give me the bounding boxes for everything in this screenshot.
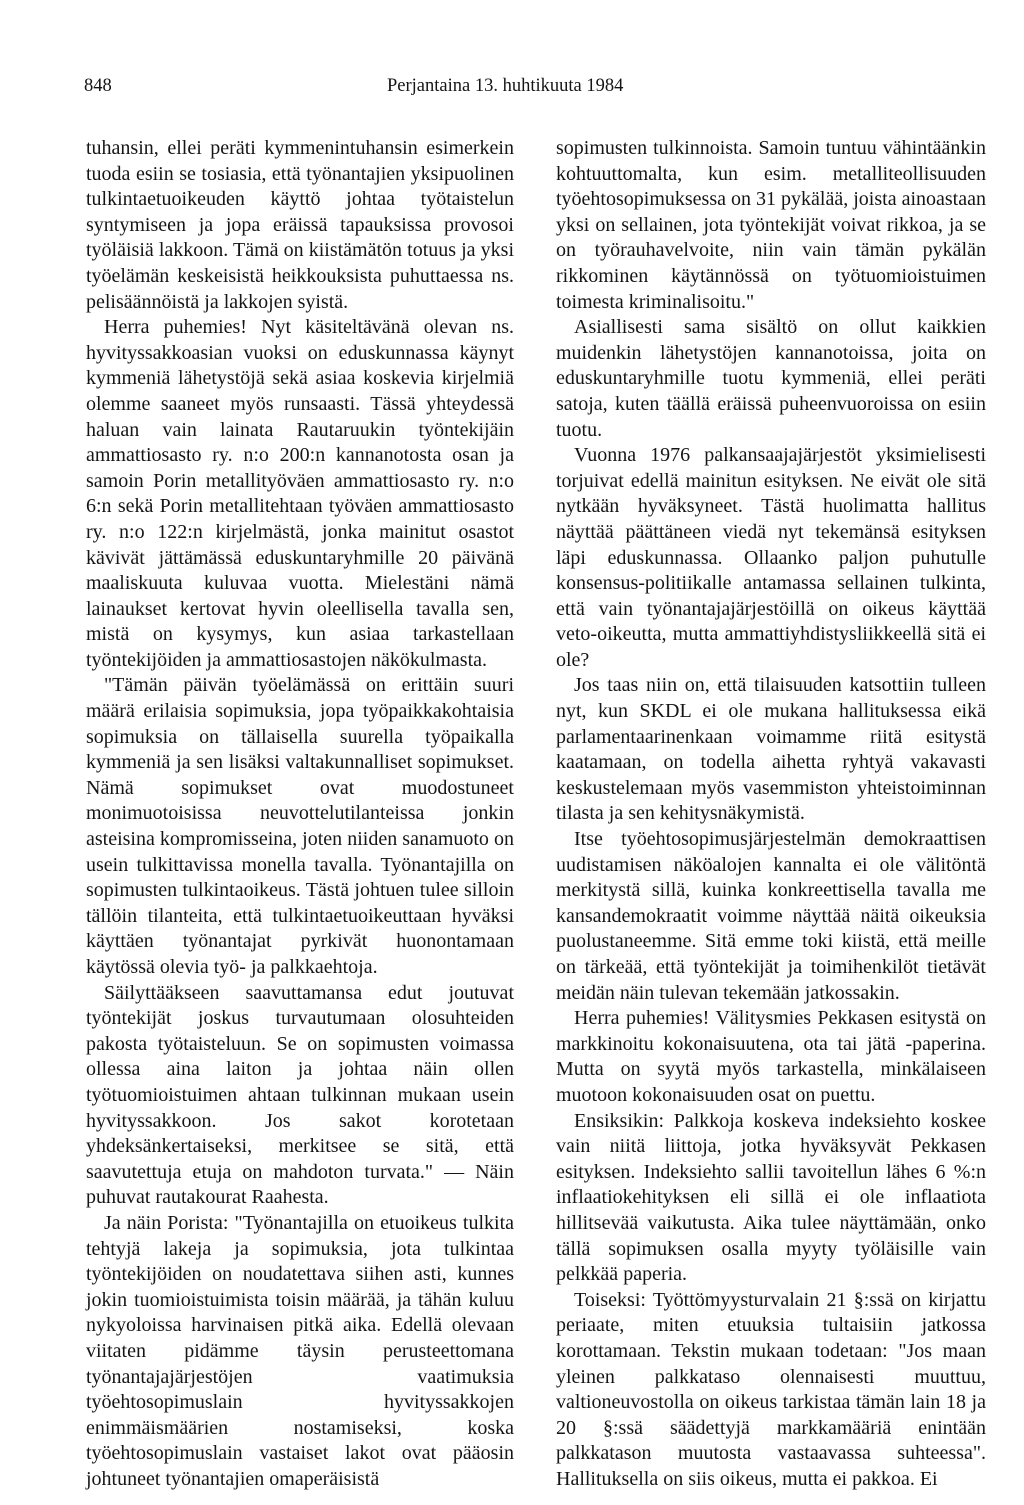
paragraph: Säilyttääkseen saavuttamansa edut joutuvat työntekijät joskus turvautumaan olosuhteiden pakosta työtaisteluun. Se on sopimusten voimassa ollessa aina laiton ja johtaa näin ollen työtuomioistuimen ahtaan tulkinnan mukaan usein hyvityssakkoon. Jos sakot korotetaan yhdeksänkertaiseksi, merkitsee se sitä, että saavutettuja etuja on mahdoton turvata." — Näin puhuvat rautakourat Raahesta. bbox=[86, 981, 514, 1209]
running-title: Perjantaina 13. huhtikuuta 1984 bbox=[387, 76, 624, 96]
page-number: 848 bbox=[84, 76, 112, 96]
paragraph: Herra puhemies! Välitysmies Pekkasen esitystä on markkinoitu kokonaisuutena, ota tai jätä -paperina. Mutta on syytä myös tarkastella, minkälaiseen muotoon kokonaisuuden osat on puettu. bbox=[556, 1007, 986, 1106]
paragraph: tuhansin, ellei peräti kymmenintuhansin esimerkein tuoda esiin se tosiasia, että työnantajien yksipuolinen tulkintaetuoikeuden käyttö johtaa työtaistelun syntymiseen ja jopa eräissä tapauksissa provosoi työläisiä lakkoon. Tämä on kiistämätön totuus ja yksi työelämän keskeisistä heikkouksista puhuttaessa ns. pelisäännöistä ja lakkojen syistä. bbox=[86, 137, 514, 313]
right-column bbox=[556, 136, 986, 1492]
page-header bbox=[84, 76, 986, 100]
paragraph: Jos taas niin on, että tilaisuuden katsottiin tulleen nyt, kun SKDL ei ole mukana hallituksessa eikä parlamentaarinenkaan voimamme riitä esitystä kaatamaan, on todella aihetta ryhtyä vakavasti keskustelemaan myös vasemmiston yhteistoiminnan tilasta ja sen kehitysnäkymistä. bbox=[556, 674, 986, 825]
paragraph: Toiseksi: Työttömyysturvalain 21 §:ssä on kirjattu periaate, miten etuuksia tultaisiin jatkossa korottamaan. Tekstin mukaan todetaan: "Jos maan yleinen palkkataso olennaisesti muuttuu, valtioneuvostolla on oikeus tarkistaa tämän lain 18 ja 20 §:ssä säädettyjä markkamääriä enintään palkkatason muutosta vastaavassa suhteessa". Hallituksella on siis oikeus, mutta ei pakkoa. Ei bbox=[556, 1288, 986, 1490]
left-column bbox=[86, 136, 514, 1492]
paragraph: Ja näin Porista: "Työnantajilla on etuoikeus tulkita tehtyjä lakeja ja sopimuksia, jota tulkintaa työntekijöiden on noudatettava siihen asti, kunnes jokin tuomioistuimista toisin määrää, ja tähän kuluu nykyoloissa harvinaisen pitkä aika. Edellä olevaan viitaten pidämme täysin perusteettomana työnantajajärjestöjen vaatimuksia työehtosopimuslain hyvityssakkojen enimmäismäärien nostamiseksi, koska työehtosopimuslain vastaiset lakot ovat pääosin johtuneet työnantajien omaperäisistä bbox=[86, 1211, 514, 1490]
paragraph: "Tämän päivän työelämässä on erittäin suuri määrä erilaisia sopimuksia, jopa työpaikkakohtaisia sopimuksia on tällaisella suurella työpaikalla kymmeniä ja sen lisäksi valtakunnalliset sopimukset. Nämä sopimukset ovat muodostuneet monimuotoisissa neuvottelutilanteissa jonkin asteisina kompromisseina, joten niiden sanamuoto on usein tulkittavissa monella tavalla. Työnantajilla on sopimusten tulkintaoikeus. Tästä johtuen tulee silloin tällöin tilanteita, että tulkintaetuoikeuttaan hyväksi käyttäen työnantajat pyrkivät huonontamaan käytössä olevia työ- ja palkkaehtoja. bbox=[86, 674, 514, 978]
paragraph: Itse työehtosopimusjärjestelmän demokraattisen uudistamisen näköalojen kannalta ei ole välitöntä merkitystä sillä, kuinka konkreettisella tavalla me kansandemokraatit voimme näyttää näitä oikeuksia puolustaneemme. Sitä emme toki kiistä, että meille on tärkeää, että työntekijät ja toimihenkilöt tietävät meidän näin tulevan tekemään jatkossakin. bbox=[556, 828, 986, 1004]
paragraph: Vuonna 1976 palkansaajajärjestöt yksimielisesti torjuivat edellä mainitun esityksen. Ne eivät ole sitä nytkään hyväksyneet. Tästä huolimatta hallitus näyttää päättäneen viedä nyt tekemänsä esityksen läpi eduskunnassa. Ollaanko paljon puhutulle konsensus-politiikalle antamassa sellainen tulkinta, että vain työnantajajärjestöillä on oikeus käyttää veto-oikeutta, mutta ammattiyhdistysliikkeellä sitä ei ole? bbox=[556, 444, 986, 671]
paragraph: sopimusten tulkinnoista. Samoin tuntuu vähintäänkin kohtuuttomalta, kun esim. metalliteollisuuden työehtosopimuksessa on 31 pykälää, joista ainoastaan yksi on sellainen, jota työntekijät voivat rikkoa, ja se on työrauhavelvoite, niin vain tämän pykälän rikkominen käytännössä on työtuomioistuimen toimesta kriminalisoitu." bbox=[556, 137, 986, 313]
paragraph: Herra puhemies! Nyt käsiteltävänä olevan ns. hyvityssakkoasian vuoksi on eduskunnassa käynyt kymmeniä lähetystöjä sekä asiaa koskevia kirjelmiä olemme saaneet myös runsaasti. Tässä yhteydessä haluan vain lainata Rautaruukin työntekijäin ammattiosasto ry. n:o 200:n kannanotosta osan ja samoin Porin metallityöväen ammattiosasto ry. n:o 6:n sekä Porin metallitehtaan työväen ammattiosasto ry. n:o 122:n kirjelmästä, jonka mainitut osastot kävivät jättämässä eduskuntaryhmille 20 päivänä maaliskuuta kuluvaa vuotta. Mielestäni nämä lainaukset kertovat hyvin oleellisella tavalla sen, mistä on kysymys, kun asiaa tarkastellaan työntekijöiden ja ammattiosastojen näkökulmasta. bbox=[86, 316, 514, 671]
paragraph: Ensiksikin: Palkkoja koskeva indeksiehto koskee vain niitä liittoja, jotka hyväksyvät Pekkasen esityksen. Indeksiehto sallii tavoitellun lähes 6 %:n inflaatiokehityksen eli sillä ei ole inflaatiota hillitsevää vaikutusta. Aika tulee näyttämään, onko tällä sopimuksen osalla myyty työläisille vain pelkkää paperia. bbox=[556, 1109, 986, 1286]
paragraph: Asiallisesti sama sisältö on ollut kaikkien muidenkin lähetystöjen kannanotoissa, joita on eduskuntaryhmille tuotu kymmeniä, ellei peräti satoja, kuten täällä eräissä puheenvuoroissa on esiin tuotu. bbox=[556, 316, 986, 441]
